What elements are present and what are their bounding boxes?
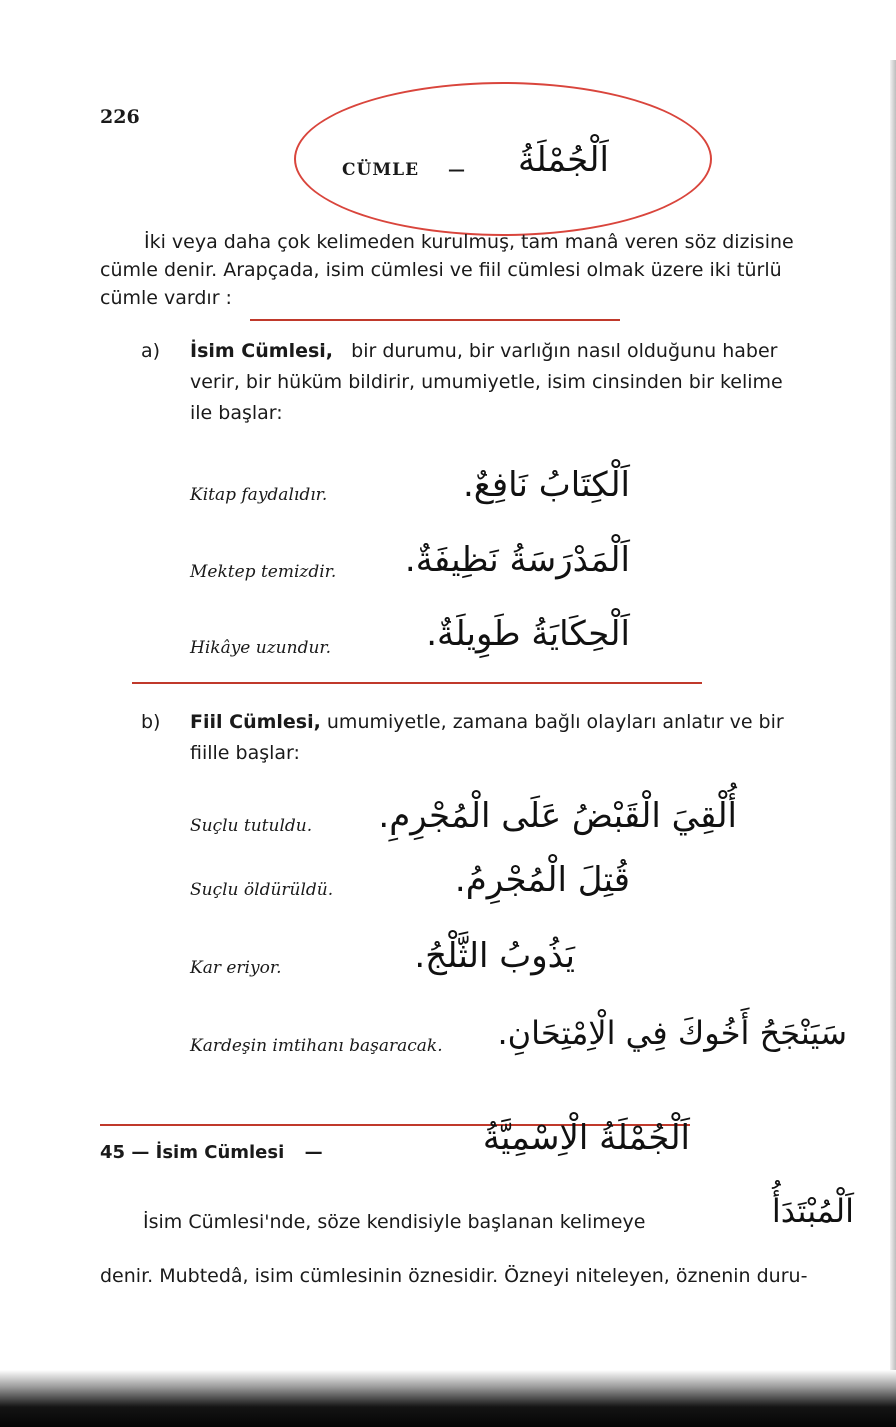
section-a-marker: a)	[141, 340, 161, 362]
closing-line-1-arabic: اَلْمُبْتَدَأُ	[771, 1192, 854, 1230]
intro-line-2: cümle denir. Arapçada, isim cümlesi ve fiil cümlesi olmak üzere iki türlü	[100, 259, 782, 281]
heading-dash: —	[448, 160, 467, 180]
red-annotation-ellipse	[294, 82, 712, 236]
intro-line-3: cümle vardır :	[100, 287, 232, 309]
section-45-number: 45	[100, 1142, 126, 1163]
closing-line-2: denir. Mubtedâ, isim cümlesinin öznesidir. Özneyi niteleyen, öznenin duru-	[100, 1265, 808, 1287]
section-b-line-2: fiille başlar:	[190, 742, 300, 764]
example-b2-arabic: قُتِلَ الْمُجْرِمُ.	[454, 860, 630, 900]
section-a-line-3: ile başlar:	[190, 402, 283, 424]
example-b3-turkish: Kar eriyor.	[190, 958, 282, 978]
example-b1-arabic: أُلْقِيَ الْقَبْضُ عَلَى الْمُجْرِمِ.	[378, 796, 737, 836]
red-underline-1	[250, 319, 620, 321]
section-a-line-1: bir durumu, bir varlığın nasıl olduğunu haber	[351, 340, 778, 362]
example-b2-turkish: Suçlu öldürüldü.	[190, 880, 334, 900]
heading-title: CÜMLE	[342, 160, 420, 180]
section-45-dash-1: —	[131, 1142, 150, 1163]
section-45-title: İsim Cümlesi	[155, 1142, 285, 1163]
example-a2-arabic: اَلْمَدْرَسَةُ نَظِيفَةٌ.	[404, 540, 630, 580]
example-a2-turkish: Mektep temizdir.	[190, 562, 337, 582]
example-a3-turkish: Hikâye uzundur.	[190, 638, 332, 658]
example-a1-arabic: اَلْكِتَابُ نَافِعٌ.	[463, 465, 630, 505]
section-heading	[342, 160, 466, 180]
section-45-dash-2: —	[304, 1142, 323, 1163]
example-a1-turkish: Kitap faydalıdır.	[190, 485, 328, 505]
red-divider-1	[132, 682, 702, 684]
section-b-line-1: umumiyetle, zamana bağlı olayları anlatır ve bir	[326, 711, 784, 733]
section-a-text	[190, 336, 783, 429]
intro-line-1: İki veya daha çok kelimeden kurulmuş, tam manâ veren söz dizisine	[144, 231, 794, 253]
section-a-term: İsim Cümlesi,	[190, 340, 334, 362]
closing-line-1: İsim Cümlesi'nde, söze kendisiyle başlanan kelimeye	[143, 1211, 646, 1233]
section-b-marker: b)	[141, 711, 161, 733]
example-b4-arabic: سَيَنْجَحُ أَخُوكَ فِي الْاِمْتِحَانِ.	[497, 1014, 847, 1052]
section-b-term: Fiil Cümlesi,	[190, 711, 321, 733]
example-a3-arabic: اَلْحِكَايَةُ طَوِيلَةٌ.	[426, 614, 630, 654]
example-b4-turkish: Kardeşin imtihanı başaracak.	[190, 1036, 443, 1056]
section-45-heading	[100, 1142, 323, 1163]
intro-paragraph	[100, 228, 794, 312]
page-edge-shadow	[890, 60, 896, 1370]
example-b3-arabic: يَذُوبُ الثَّلْجُ.	[414, 936, 575, 976]
section-45-arabic: اَلْجُمْلَةُ الْاِسْمِيَّةُ	[482, 1118, 690, 1158]
scan-bottom-shadow	[0, 1370, 896, 1427]
heading-arabic: اَلْجُمْلَةُ	[518, 140, 609, 180]
page-number: 226	[100, 106, 140, 128]
section-b-text	[190, 707, 784, 769]
example-b1-turkish: Suçlu tutuldu.	[190, 816, 313, 836]
section-a-line-2: verir, bir hüküm bildirir, umumiyetle, isim cinsinden bir kelime	[190, 371, 783, 393]
